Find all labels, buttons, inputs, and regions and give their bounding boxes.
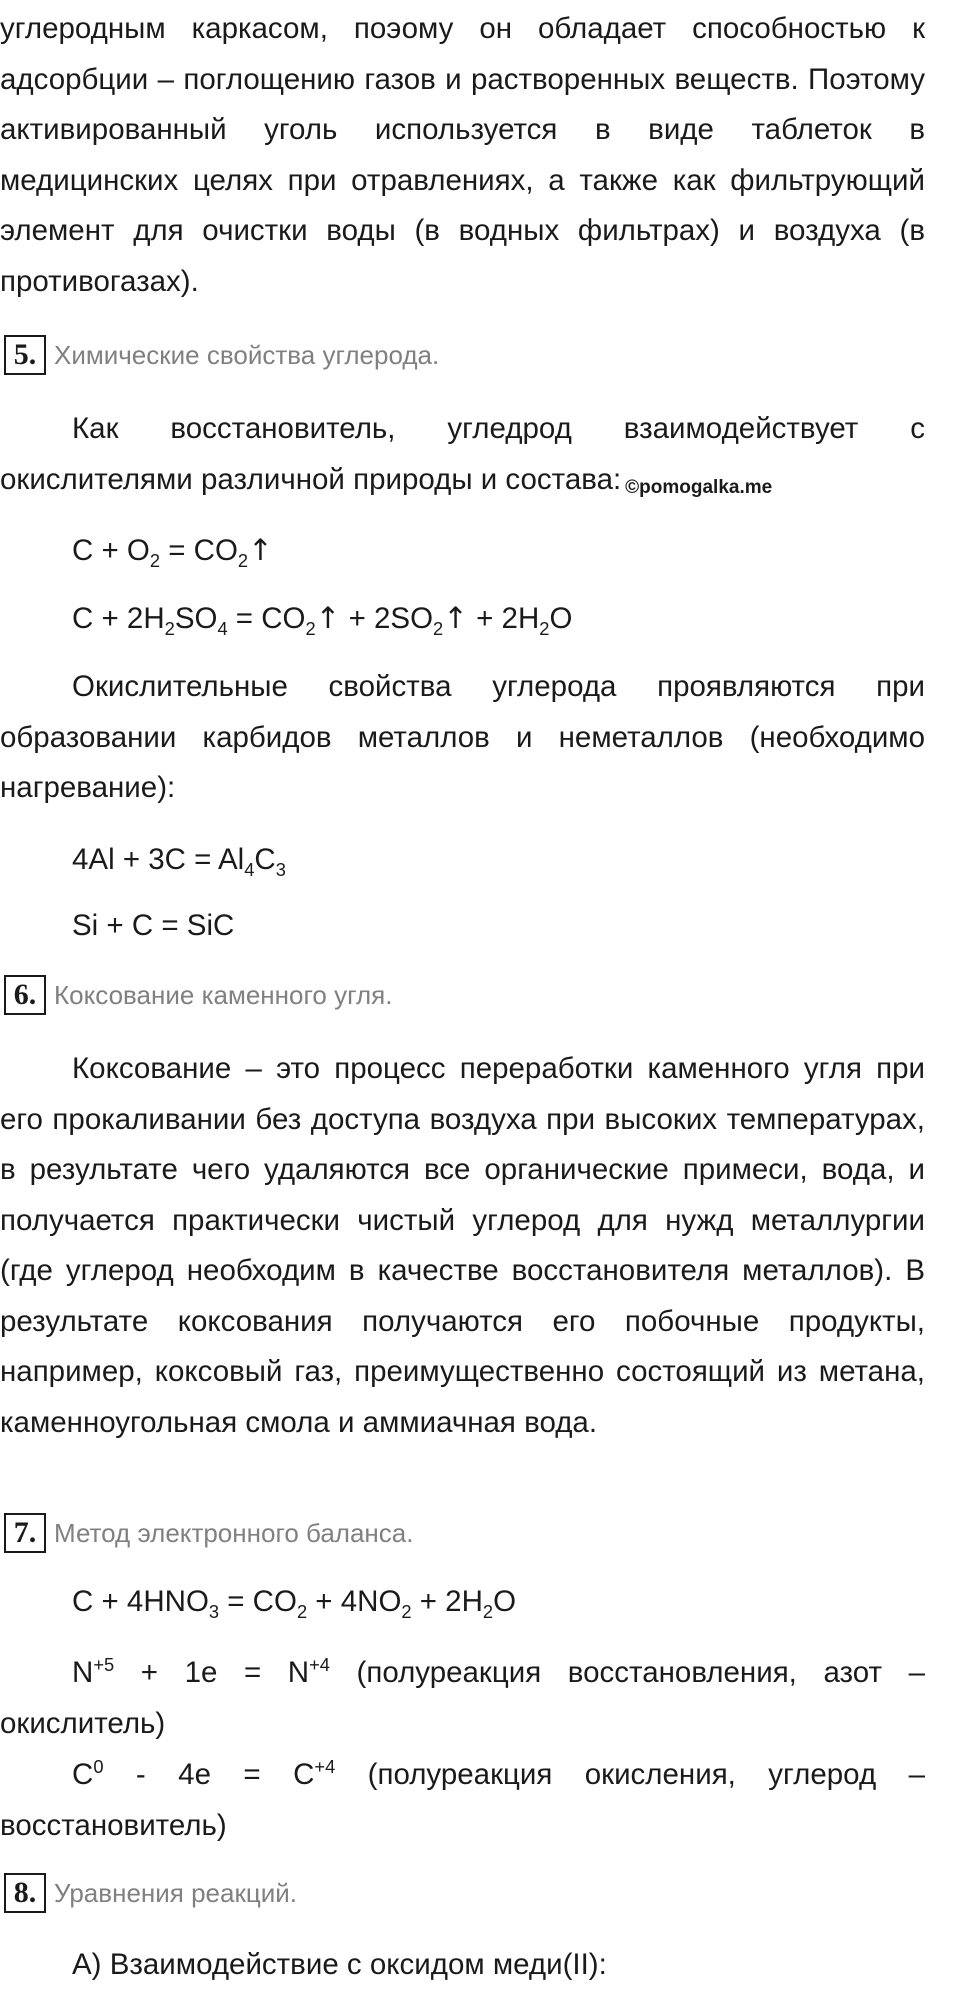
section-5-paragraph-2: Окислительные свойства углерода проявляются при образовании карбидов металлов и неметаллов (необходимо нагревание): [0,670,925,804]
gas-arrow-icon: ↑ [248,533,273,567]
section-7-heading [4,1513,413,1553]
section-title: Химические свойства углерода. [54,340,440,370]
section-title: Метод электронного баланса. [54,1518,414,1548]
equation-carbon-oxygen: $C + O_2$ = $CO_2↑$ [72,533,273,571]
equation-carbon-nitric-acid: $C + 4HNO_3 = CO_2 + 4NO_2 + 2H_2O$ [72,1585,517,1622]
section-5-paragraph-1: Как восстановитель, угледрод взаимодействует с окислителями различной природы и состава: ©pomogalka.me [0,412,925,498]
gas-arrow-icon: ↑ [443,601,468,635]
section-8-heading [4,1873,297,1913]
intro-paragraph: углеродным каркасом, поэому он обладает способностью к адсорбции – поглощению газов и растворенных веществ. Поэтому активированный уголь используется в виде таблеток в медицинских целях при отравлениях, а также как фильтрующий элемент для очистки воды (в водных фильтрах) и воздуха (в противогазах). [0,12,925,298]
equation-carbon-sulfuric-acid: $C + 2H_2SO_4$ = $CO_2↑$ + $2SO_2↑ + 2H_2O$ [72,601,573,639]
section-title: Коксование каменного угля. [54,980,393,1010]
equation-silicon-carbide: Si + C = SiC [72,909,235,942]
section-6-paragraph: Коксование – это процесс переработки каменного угля при его прокаливании без доступа воздуха при высоких температурах, в результате чего удаляются все органические примеси, вода, и получается практически чистый углерод для нужд металлургии (где углерод необходим в качестве восстановителя металлов). В результате коксования получаются его побочные продукты, например, коксовый газ, преимущественно состоящий из метана, каменноугольная смола и аммиачная вода. [0,1052,925,1439]
section-number: 6. [4,975,46,1015]
equation-aluminium-carbide: $4Al + 3C = Al_4C_3$ [72,843,286,880]
half-reaction-reduction: $N^{+5} + 1e = N^{+4}$ (полуреакция восстановления, азот – окислитель) [0,1654,925,1740]
gas-arrow-icon: ↑ [315,601,341,635]
watermark: ©pomogalka.me [625,476,773,498]
section-5-heading [4,335,439,375]
section-number: 5. [4,335,46,375]
section-number: 8. [4,1873,46,1913]
section-title: Уравнения реакций. [54,1878,298,1908]
section-6-heading [4,975,392,1015]
section-number: 7. [4,1513,46,1553]
half-reaction-oxidation: $C^0 - 4e = C^{+4}$ (полуреакция окисления, углерод – восстановитель) [0,1756,925,1842]
section-8-item-a: А) Взаимодействие с оксидом меди(II): [72,1948,607,1981]
